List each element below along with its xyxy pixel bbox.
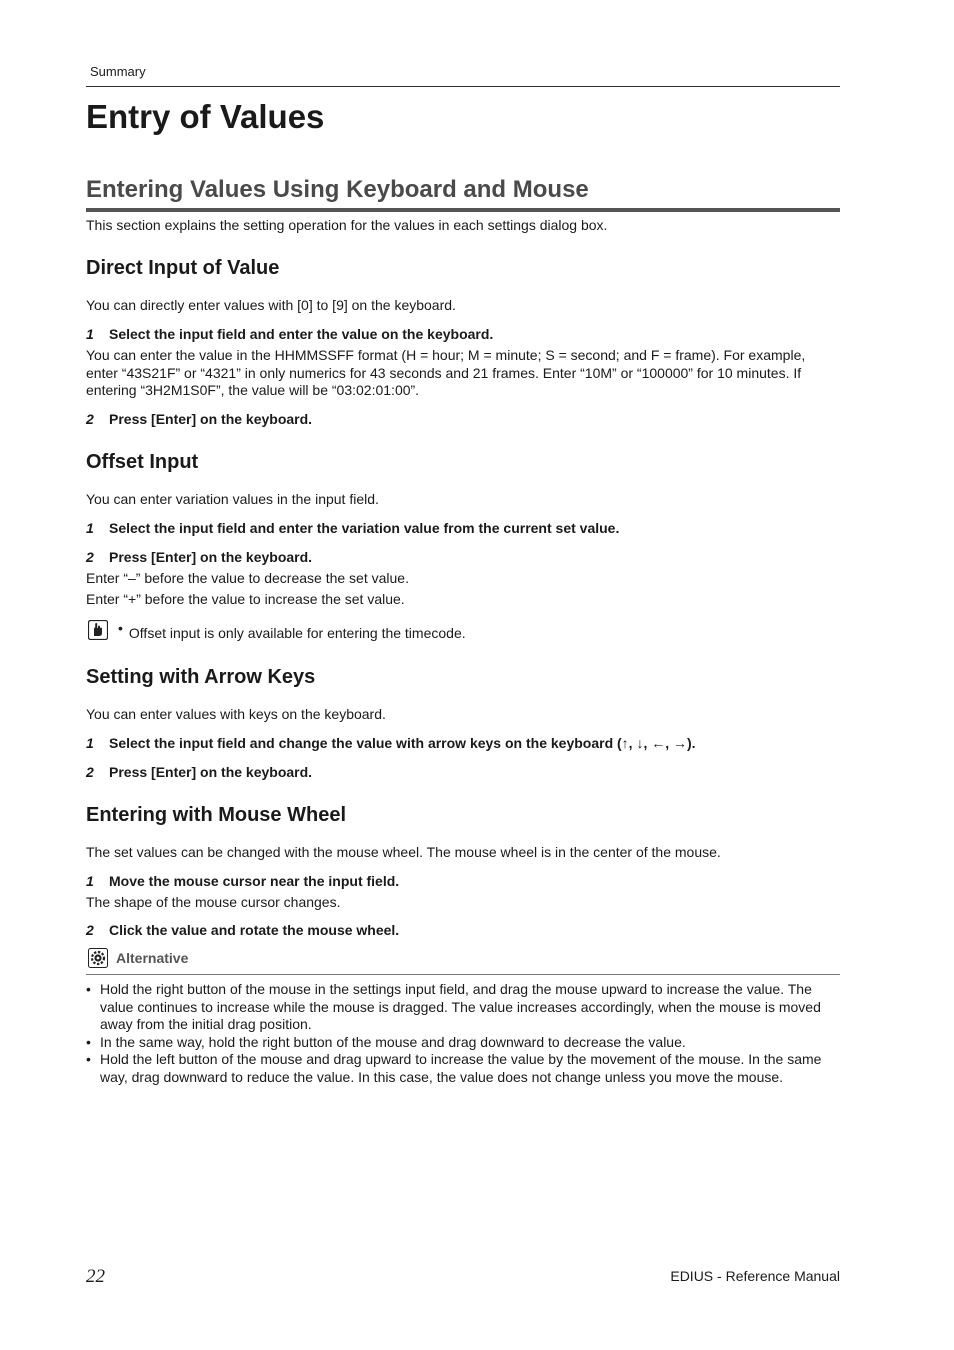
direct-input-step-1-description: You can enter the value in the HHMMSSFF format (H = hour; M = minute; S = second; and F = frame). For example, enter “43S21F” or “4321” in only numerics for 43 seconds and 21 frames. Enter “10M” or “100000” for 10 minutes. If entering “3H2M1S0F”, the value will be “03:02:01:00”. xyxy=(86,347,806,398)
arrow-keys-intro: You can enter values with keys on the keyboard. xyxy=(86,706,386,722)
offset-input-heading: Offset Input xyxy=(86,451,199,473)
step-text: Select the input field and change the value with arrow keys on the keyboard (↑, ↓, ←, →). xyxy=(109,735,696,751)
alternative-label: Alternative xyxy=(116,950,189,966)
manual-name: EDIUS - Reference Manual xyxy=(670,1268,840,1284)
step-text: Select the input field and enter the value on the keyboard. xyxy=(109,326,494,342)
direct-input-step-1 xyxy=(86,326,493,342)
offset-input-step-1 xyxy=(86,520,619,536)
step-number: 2 xyxy=(86,764,94,780)
section-title: Entering Values Using Keyboard and Mouse xyxy=(86,176,589,203)
step-text: Press [Enter] on the keyboard. xyxy=(109,549,313,565)
list-item: • Hold the right button of the mouse in the settings input field, and drag the mouse upward to increase the value. The value continues to increase while the mouse is dragged. The value increases accordingly, when the mouse is moved away from the initial drag position. xyxy=(86,981,840,1034)
alternative-list xyxy=(86,981,840,1086)
step-text: Press [Enter] on the keyboard. xyxy=(109,764,313,780)
direct-input-heading: Direct Input of Value xyxy=(86,257,280,279)
step-number: 1 xyxy=(86,873,94,889)
step-number: 2 xyxy=(86,549,94,565)
note-text: Offset input is only available for entering the timecode. xyxy=(128,625,466,641)
arrow-keys-step-2 xyxy=(86,764,312,780)
direct-input-intro: You can directly enter values with [0] to [9] on the keyboard. xyxy=(86,297,456,313)
step-text: Click the value and rotate the mouse wheel. xyxy=(109,922,400,938)
note-bullet: • xyxy=(118,620,123,636)
offset-decrease-line: Enter “–” before the value to decrease the set value. xyxy=(86,570,409,586)
arrow-keys-heading: Setting with Arrow Keys xyxy=(86,666,316,688)
mouse-wheel-heading: Entering with Mouse Wheel xyxy=(86,804,347,826)
step-number: 1 xyxy=(86,326,94,342)
direct-input-step-2 xyxy=(86,411,312,427)
gear-icon xyxy=(88,948,108,968)
chapter-title: Entry of Values xyxy=(86,98,325,135)
header-rule xyxy=(86,86,840,87)
offset-input-intro: You can enter variation values in the input field. xyxy=(86,491,379,507)
mouse-wheel-intro: The set values can be changed with the mouse wheel. The mouse wheel is in the center of the mouse. xyxy=(86,844,721,860)
page-number: 22 xyxy=(86,1266,105,1287)
step-text: Move the mouse cursor near the input field. xyxy=(109,873,400,889)
offset-note xyxy=(86,620,466,641)
mouse-wheel-step-2 xyxy=(86,922,399,938)
step-text: Press [Enter] on the keyboard. xyxy=(109,411,313,427)
offset-input-step-2 xyxy=(86,549,312,565)
step-number: 2 xyxy=(86,922,94,938)
list-item: • In the same way, hold the right button of the mouse and drag downward to decrease the value. xyxy=(86,1034,840,1052)
note-hand-icon xyxy=(88,620,108,640)
step-number: 1 xyxy=(86,520,94,536)
mouse-wheel-step-1-description: The shape of the mouse cursor changes. xyxy=(86,894,341,910)
section-intro: This section explains the setting operation for the values in each settings dialog box. xyxy=(86,217,608,233)
offset-increase-line: Enter “+” before the value to increase the set value. xyxy=(86,591,405,607)
mouse-wheel-step-1 xyxy=(86,873,399,889)
list-item: • Hold the left button of the mouse and drag upward to increase the value by the movement of the mouse. In the same way, drag downward to reduce the value. In this case, the value does not change unless you move the mouse. xyxy=(86,1051,840,1086)
running-head: Summary xyxy=(90,64,146,79)
step-text: Select the input field and enter the variation value from the current set value. xyxy=(109,520,620,536)
arrow-keys-step-1 xyxy=(86,735,696,751)
step-number: 2 xyxy=(86,411,94,427)
alternative-label-row xyxy=(88,948,188,968)
step-number: 1 xyxy=(86,735,94,751)
section-rule xyxy=(86,208,840,212)
alternative-rule xyxy=(86,974,840,975)
